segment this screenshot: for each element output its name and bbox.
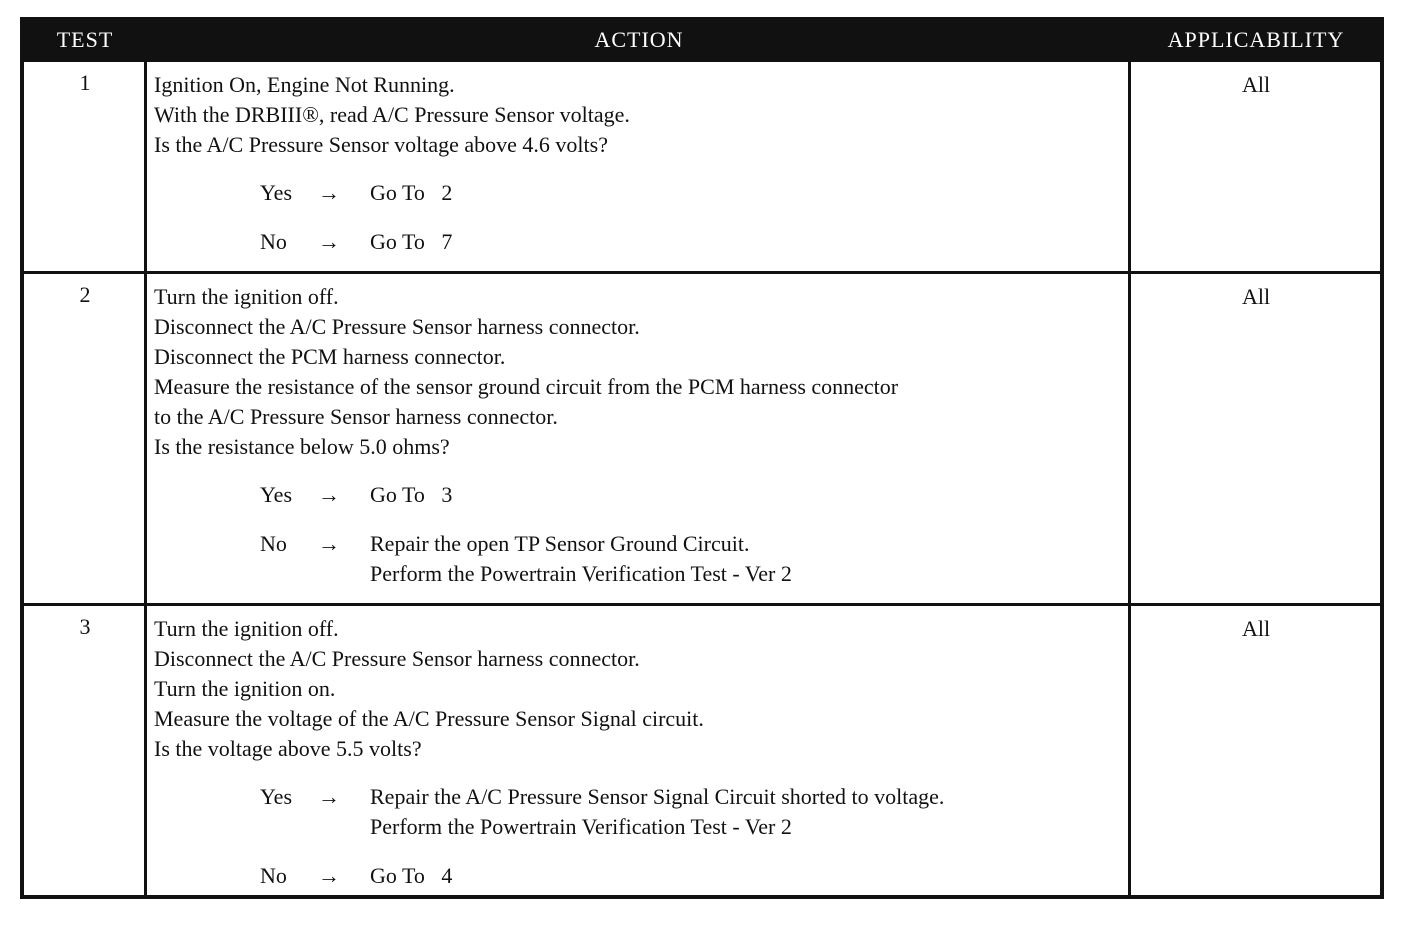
arrow-icon: →	[318, 531, 340, 556]
action-line: Measure the resistance of the sensor ground circuit from the PCM harness connector	[154, 374, 899, 399]
no-result	[370, 529, 1124, 589]
arrow-icon: →	[318, 180, 340, 205]
result-line: Go To 3	[370, 482, 453, 507]
header-action: ACTION	[594, 27, 684, 52]
table-row	[24, 271, 1380, 603]
action-cell	[154, 282, 1124, 589]
column-divider	[1128, 606, 1131, 899]
arrow-icon: →	[318, 784, 340, 809]
result-line: Go To 2	[370, 180, 453, 205]
yes-label: Yes	[260, 482, 293, 507]
action-line: Disconnect the PCM harness connector.	[154, 344, 506, 369]
action-line: Is the A/C Pressure Sensor voltage above 4.6 volts?	[154, 132, 608, 157]
column-divider	[144, 274, 147, 603]
yes-branch	[260, 178, 1124, 208]
applicability-cell: All	[1241, 72, 1271, 97]
action-line: With the DRBIII®, read A/C Pressure Sensor voltage.	[154, 102, 630, 127]
action-line: Disconnect the A/C Pressure Sensor harness connector.	[154, 314, 640, 339]
diagnostic-test-table	[20, 17, 1384, 899]
result-line: Repair the open TP Sensor Ground Circuit.	[370, 531, 750, 556]
no-branch	[260, 529, 1124, 589]
result-line: Perform the Powertrain Verification Test - Ver 2	[370, 814, 792, 839]
action-line: Is the resistance below 5.0 ohms?	[154, 434, 450, 459]
arrow-icon: →	[318, 482, 340, 507]
table-row	[24, 603, 1380, 899]
no-label: No	[260, 531, 287, 556]
yes-branch	[260, 480, 1124, 510]
yes-label: Yes	[260, 180, 293, 205]
result-line: Go To 7	[370, 229, 453, 254]
column-divider	[1128, 274, 1131, 603]
arrow-icon: →	[318, 863, 340, 888]
applicability-cell: All	[1241, 616, 1271, 641]
result-line: Go To 4	[370, 863, 453, 888]
result-branches	[260, 782, 1124, 891]
no-label: No	[260, 229, 287, 254]
test-number: 2	[79, 282, 91, 307]
action-line: Turn the ignition off.	[154, 616, 339, 641]
yes-result	[370, 178, 1124, 208]
no-result	[370, 227, 1124, 257]
no-branch	[260, 861, 1124, 891]
action-cell	[154, 70, 1124, 257]
arrow-icon: →	[318, 229, 340, 254]
action-line: to the A/C Pressure Sensor harness connector.	[154, 404, 558, 429]
column-divider	[144, 606, 147, 899]
action-line: Turn the ignition on.	[154, 676, 336, 701]
yes-branch	[260, 782, 1124, 842]
test-number: 3	[79, 614, 91, 639]
action-line: Turn the ignition off.	[154, 284, 339, 309]
result-branches	[260, 178, 1124, 257]
header-applicability: APPLICABILITY	[1167, 27, 1345, 52]
action-line: Measure the voltage of the A/C Pressure Sensor Signal circuit.	[154, 706, 704, 731]
applicability-cell: All	[1241, 284, 1271, 309]
result-branches	[260, 480, 1124, 589]
table-header	[24, 21, 1380, 59]
result-line: Perform the Powertrain Verification Test - Ver 2	[370, 561, 792, 586]
no-branch	[260, 227, 1124, 257]
result-line: Repair the A/C Pressure Sensor Signal Circuit shorted to voltage.	[370, 784, 945, 809]
column-divider	[1128, 62, 1131, 271]
yes-result	[370, 782, 1124, 842]
no-label: No	[260, 863, 287, 888]
action-line: Disconnect the A/C Pressure Sensor harness connector.	[154, 646, 640, 671]
table-row	[24, 59, 1380, 271]
yes-label: Yes	[260, 784, 293, 809]
action-line: Ignition On, Engine Not Running.	[154, 72, 455, 97]
no-result	[370, 861, 1124, 891]
yes-result	[370, 480, 1124, 510]
action-cell	[154, 614, 1124, 891]
test-number: 1	[79, 70, 91, 95]
header-test: TEST	[56, 27, 114, 52]
action-line: Is the voltage above 5.5 volts?	[154, 736, 422, 761]
